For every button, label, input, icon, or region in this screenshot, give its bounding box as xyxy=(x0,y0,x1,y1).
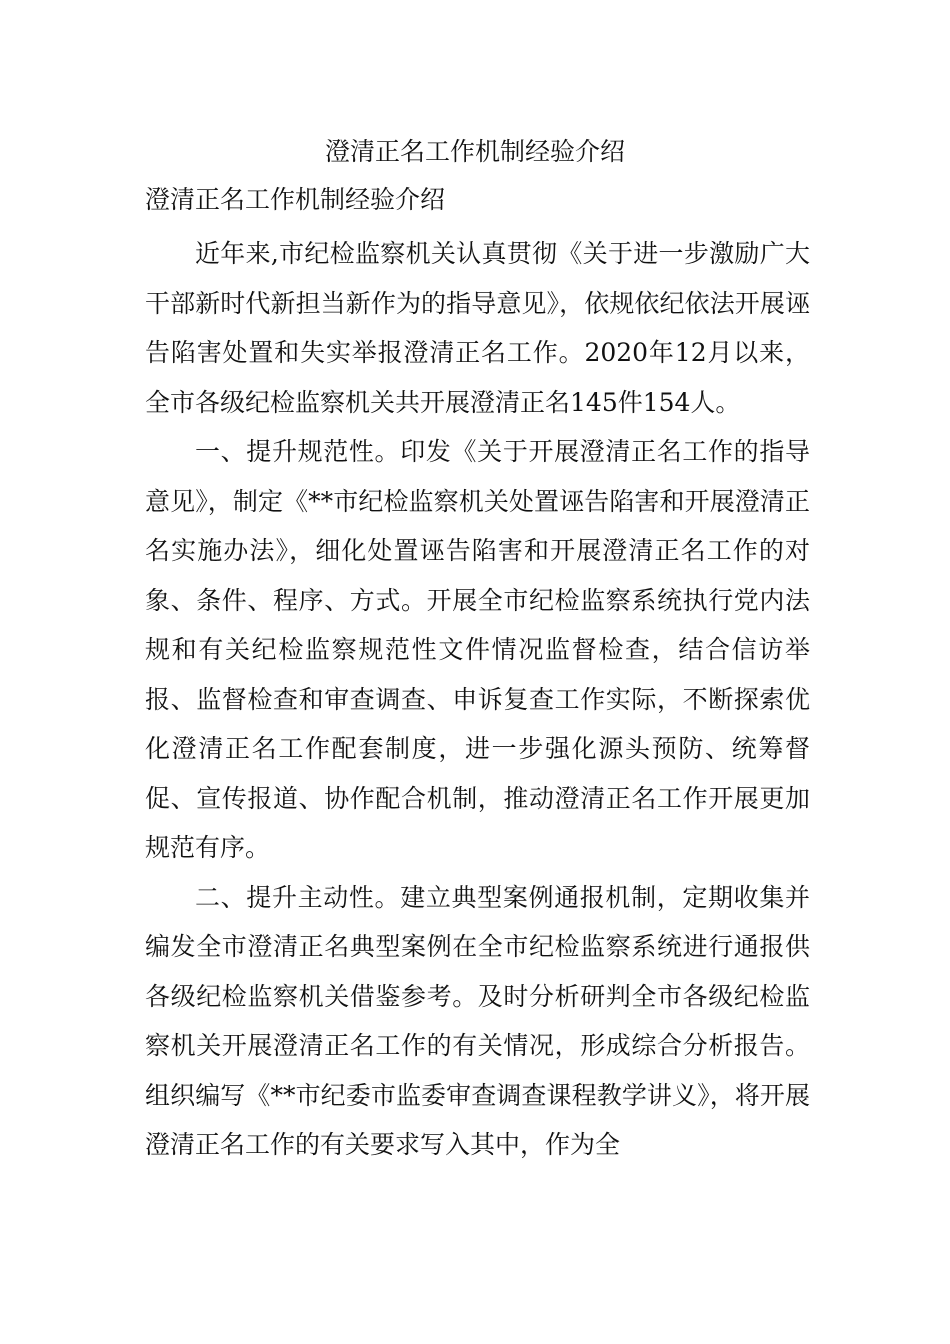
document-subtitle: 澄清正名工作机制经验介绍 xyxy=(145,185,446,214)
document-title: 澄清正名工作机制经验介绍 xyxy=(324,137,625,166)
paragraph-section-two: 二、提升主动性。建立典型案例通报机制，定期收集并编发全市澄清正名典型案例在全市纪检监察系统进行通报供各级纪检监察机关借鉴参考。及时分析研判全市各级纪检监察机关开展澄清正名工作的有关情况，形成综合分析报告。组织编写《**市纪委市监委审查调查课程教学讲义》，将开展澄清正名工作的有关要求写入其中，作为全 xyxy=(145,882,810,1159)
paragraph-section-one: 一、提升规范性。印发《关于开展澄清正名工作的指导意见》，制定《**市纪检监察机关处置诬告陷害和开展澄清正名实施办法》，细化处置诬告陷害和开展澄清正名工作的对象、条件、程序、方式。开展全市纪检监察系统执行党内法规和有关纪检监察规范性文件情况监督检查，结合信访举报、监督检查和审查调查、申诉复查工作实际，不断探索优化澄清正名工作配套制度，进一步强化源头预防、统筹督促、宣传报道、协作配合机制，推动澄清正名工作开展更加规范有序。 xyxy=(145,437,810,862)
document-body xyxy=(145,229,810,1170)
paragraph-intro: 近年来,市纪检监察机关认真贯彻《关于进一步激励广大干部新时代新担当新作为的指导意见》，依规依纪依法开展诬告陷害处置和失实举报澄清正名工作。2020年12月以来，全市各级纪检监察机关共开展澄清正名145件154人。 xyxy=(145,239,810,417)
